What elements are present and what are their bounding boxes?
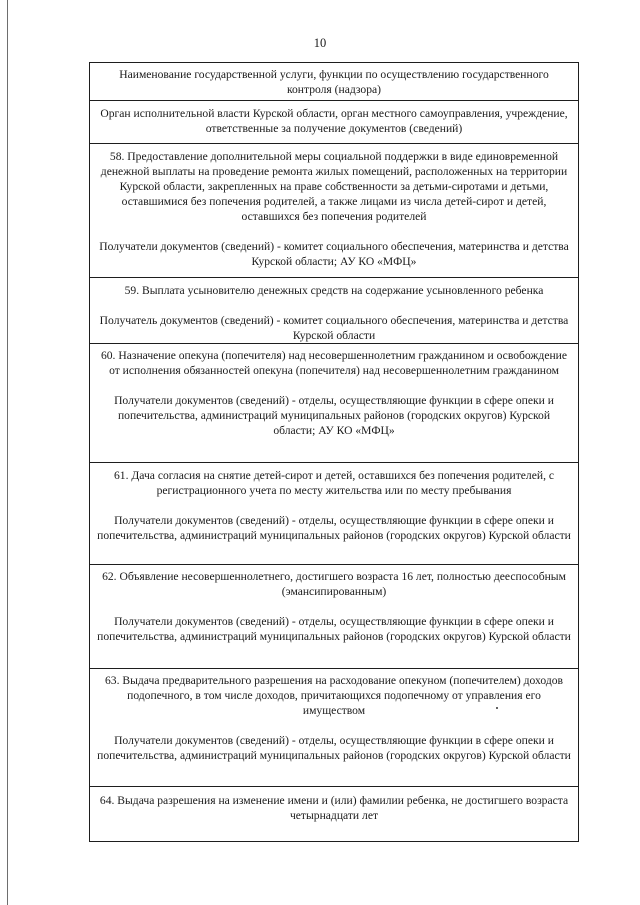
service-62-recipients: Получатели документов (сведений) - отделы, осуществляющие функции в сфере опеки и попечительства, администраций муниципальных районов (городских округов) Курской области <box>97 615 571 643</box>
scan-speck <box>496 707 498 709</box>
service-63-title: 63. Выдача предварительного разрешения на расходование опекуном (попечителем) доходов подопечного, в том числе доходов, причитающихся подопечному от управления его имуществом <box>105 674 563 717</box>
service-58-title: 58. Предоставление дополнительной меры социальной поддержки в виде единовременной денежной выплаты на проведение ремонта жилых помещений, расположенных на территории Курской области, закрепленных на праве собственности за детьми-сиротами и детьми, оставшимися без попечения родителей, а также лицами из числа детей-сирот и детей, оставшихся без попечения родителей <box>100 150 568 223</box>
table-row-58 <box>90 143 578 277</box>
table-row-62 <box>90 564 578 668</box>
table-row-63 <box>90 668 578 786</box>
table-row-64 <box>90 786 578 841</box>
service-59-recipients: Получатель документов (сведений) - комитет социального обеспечения, материнства и детства Курской области <box>99 314 569 342</box>
header-service-name-text: Наименование государственной услуги, функции по осуществлению государственного контроля (надзора) <box>119 68 549 96</box>
scan-edge-line <box>7 0 8 905</box>
table-row-59 <box>90 277 578 343</box>
service-61-title: 61. Дача согласия на снятие детей-сирот и детей, оставшихся без попечения родителей, с регистрационного учета по месту жительства или по месту пребывания <box>113 469 555 497</box>
service-59-title: 59. Выплата усыновителю денежных средств на содержание усыновленного ребенка <box>124 284 544 297</box>
service-62-title: 62. Объявление несовершеннолетнего, достигшего возраста 16 лет, полностью дееспособным (эмансипированным) <box>102 570 566 598</box>
service-58-recipients: Получатели документов (сведений) - комитет социального обеспечения, материнства и детства Курской области; АУ КО «МФЦ» <box>99 240 569 268</box>
table-row-60 <box>90 343 578 462</box>
service-63-recipients: Получатели документов (сведений) - отделы, осуществляющие функции в сфере опеки и попечительства, администраций муниципальных районов (городских округов) Курской области <box>97 734 571 762</box>
service-61-recipients: Получатели документов (сведений) - отделы, осуществляющие функции в сфере опеки и попечительства, администраций муниципальных районов (городских округов) Курской области <box>97 514 571 542</box>
table-header-responsible-body <box>90 100 578 143</box>
table-header-service-name <box>90 63 578 100</box>
page-number: 10 <box>313 36 327 50</box>
service-60-title: 60. Назначение опекуна (попечителя) над несовершеннолетним гражданином и освобождение от исполнения обязанностей опекуна (попечителя) над несовершеннолетним гражданином <box>100 349 568 377</box>
service-60-recipients: Получатели документов (сведений) - отделы, осуществляющие функции в сфере опеки и попечительства, администраций муниципальных районов (городских округов) Курской области; АУ КО «МФЦ» <box>114 394 554 437</box>
header-responsible-body-text: Орган исполнительной власти Курской области, орган местного самоуправления, учреждение, ответственные за получение документов (сведений) <box>100 107 568 135</box>
table-row-61 <box>90 462 578 564</box>
services-table <box>89 62 579 842</box>
service-64-title: 64. Выдача разрешения на изменение имени и (или) фамилии ребенка, не достигшего возраста четырнадцати лет <box>99 794 569 822</box>
